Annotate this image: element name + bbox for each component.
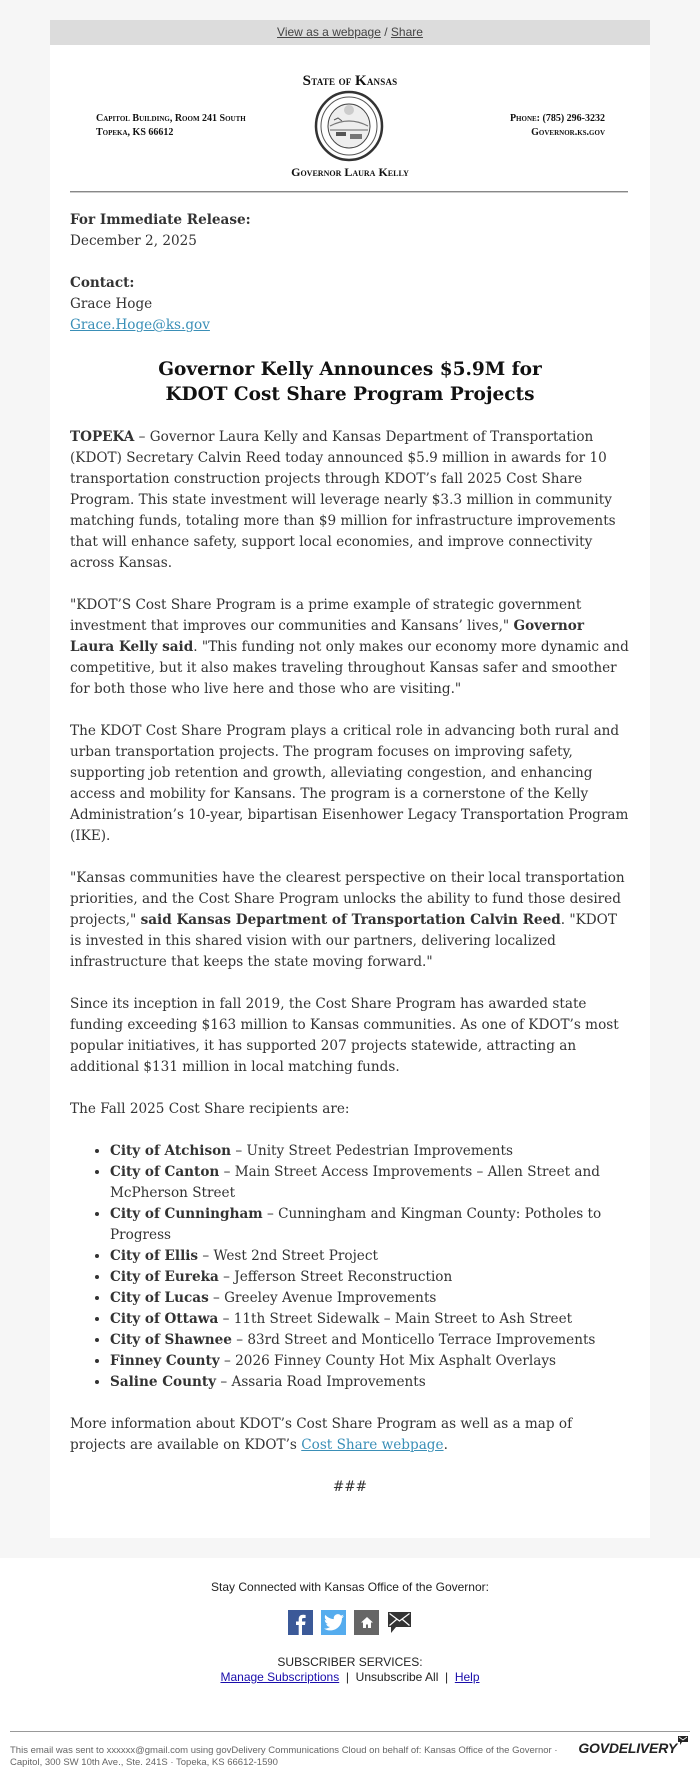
subscriber-services <box>0 1655 700 1685</box>
paragraph-7: More information about KDOT’s Cost Share Program as well as a map of projects are available on KDOT’s Cost Share webpage. <box>70 1416 573 1453</box>
share-link[interactable]: Share <box>390 25 423 39</box>
list-item: • City of Shawnee – 83rd Street and Monticello Terrace Improvements <box>110 1330 630 1351</box>
list-item: • City of Atchison – Unity Street Pedestrian Improvements <box>110 1141 630 1162</box>
list-item: • City of Canton – Main Street Access Improvements – Allen Street and McPherson Street <box>110 1162 630 1204</box>
release-label: For Immediate Release: <box>70 212 251 228</box>
address-line-2: Topeka, KS 66612 <box>96 127 174 138</box>
paragraph-2: "KDOT’S Cost Share Program is a prime example of strategic government investment that improves our communities and Kansans’ lives," Governor Laura Kelly said. "This funding not only makes our economy more dynamic and competitive, but it also makes traveling throughout Kansas safer and smoother for both those who live here and those who are visiting." <box>70 597 629 697</box>
subscriber-services-label: SUBSCRIBER SERVICES: <box>277 1655 423 1669</box>
govdelivery-logo[interactable]: GOVDELIVERY <box>578 1742 688 1754</box>
list-item: • City of Ottawa – 11th Street Sidewalk – Main Street to Ash Street <box>110 1309 630 1330</box>
separator: | <box>339 1670 356 1684</box>
paragraph-6: The Fall 2025 Cost Share recipients are: <box>70 1101 350 1117</box>
letterhead-address <box>96 112 246 140</box>
fine-print-text: This email was sent to xxxxxx@gmail.com using govDelivery Communications Cloud on behalf of: Kansas Office of the Governor · Capitol, 300 SW 10th Ave., Ste. 241S · Topeka, KS 66612-1590 <box>10 1745 558 1768</box>
letterhead-title: State of Kansas <box>302 73 398 89</box>
list-item: • City of Eureka – Jefferson Street Reconstruction <box>110 1267 630 1288</box>
twitter-icon[interactable] <box>321 1610 346 1635</box>
email-card <box>50 20 650 1538</box>
cost-share-webpage-link[interactable]: Cost Share webpage <box>301 1437 444 1453</box>
website: Governor.ks.gov <box>531 127 605 138</box>
stay-connected-text: Stay Connected with Kansas Office of the Governor: <box>211 1580 489 1594</box>
address-line-1: Capitol Building, Room 241 South <box>96 113 246 124</box>
fine-print <box>0 1732 700 1789</box>
unsubscribe-all-link[interactable]: Unsubscribe All <box>355 1670 439 1684</box>
top-bar <box>50 20 650 45</box>
phone: Phone: (785) 296-3232 <box>509 113 605 124</box>
release-date: December 2, 2025 <box>70 233 197 249</box>
list-item: • Finney County – 2026 Finney County Hot Mix Asphalt Overlays <box>110 1351 630 1372</box>
footer <box>0 1558 700 1789</box>
recipients-list <box>70 1141 630 1393</box>
manage-subscriptions-link[interactable]: Manage Subscriptions <box>220 1670 340 1684</box>
paragraph-1: TOPEKA – Governor Laura Kelly and Kansas Department of Transportation (KDOT) Secretary Calvin Reed today announced $5.9 million in awards for 10 transportation construction projects through KDOT’s fall 2025 Cost Share Program. This state investment will leverage nearly $3.3 million in community matching funds, totaling more than $9 million for infrastructure improvements that will enhance safety, support local economies, and improve connectivity across Kansas. <box>70 429 616 571</box>
contact-block <box>70 273 630 336</box>
press-release-body <box>50 198 650 1538</box>
view-as-webpage-link[interactable]: View as a webpage <box>277 25 381 39</box>
list-item: • City of Cunningham – Cunningham and Kingman County: Potholes to Progress <box>110 1204 630 1246</box>
list-item: • City of Ellis – West 2nd Street Project <box>110 1246 630 1267</box>
contact-email-link[interactable]: Grace.Hoge@ks.gov <box>70 317 210 333</box>
topbar-separator: / <box>380 25 391 39</box>
paragraph-5: Since its inception in fall 2019, the Cost Share Program has awarded state funding exceeding $163 million to Kansas communities. As one of KDOT’s most popular initiatives, it has supported 207 projects statewide, attracting an additional $131 million in local matching funds. <box>70 996 619 1075</box>
kansas-seal-icon <box>314 90 384 162</box>
facebook-icon[interactable] <box>288 1610 313 1635</box>
separator: | <box>438 1670 455 1684</box>
letterhead-contact <box>510 112 605 140</box>
end-mark: ### <box>332 1479 368 1495</box>
list-item: • Saline County – Assaria Road Improvements <box>110 1372 630 1393</box>
contact-name: Grace Hoge <box>70 296 153 312</box>
header-divider <box>70 191 628 193</box>
letterhead <box>50 45 650 198</box>
list-item: • City of Lucas – Greeley Avenue Improvements <box>110 1288 630 1309</box>
home-icon[interactable] <box>354 1610 379 1635</box>
contact-label: Contact: <box>70 275 135 291</box>
social-links <box>0 1610 700 1635</box>
subscriber-links <box>0 1670 700 1685</box>
paragraph-3: The KDOT Cost Share Program plays a critical role in advancing both rural and urban transportation projects. The program focuses on improving safety, supporting job retention and growth, alleviating congestion, and enhancing access and mobility for Kansans. The program is a cornerstone of the Kelly Administration’s 10-year, bipartisan Eisenhower Legacy Transportation Program (IKE). <box>70 723 629 844</box>
release-block <box>70 210 630 252</box>
headline: Governor Kelly Announces $5.9M for KDOT Cost Share Program Projects <box>158 359 542 405</box>
help-link[interactable]: Help <box>454 1670 480 1684</box>
email-icon[interactable] <box>387 1610 412 1635</box>
governor-name: Governor Laura Kelly <box>291 165 409 179</box>
paragraph-4: "Kansas communities have the clearest perspective on their local transportation priorities, and the Cost Share Program unlocks the ability to fund those desired projects," said Kansas Department of Transportation Calvin Reed. "KDOT is invested in this shared vision with our partners, delivering localized infrastructure that keeps the state moving forward." <box>70 870 625 970</box>
